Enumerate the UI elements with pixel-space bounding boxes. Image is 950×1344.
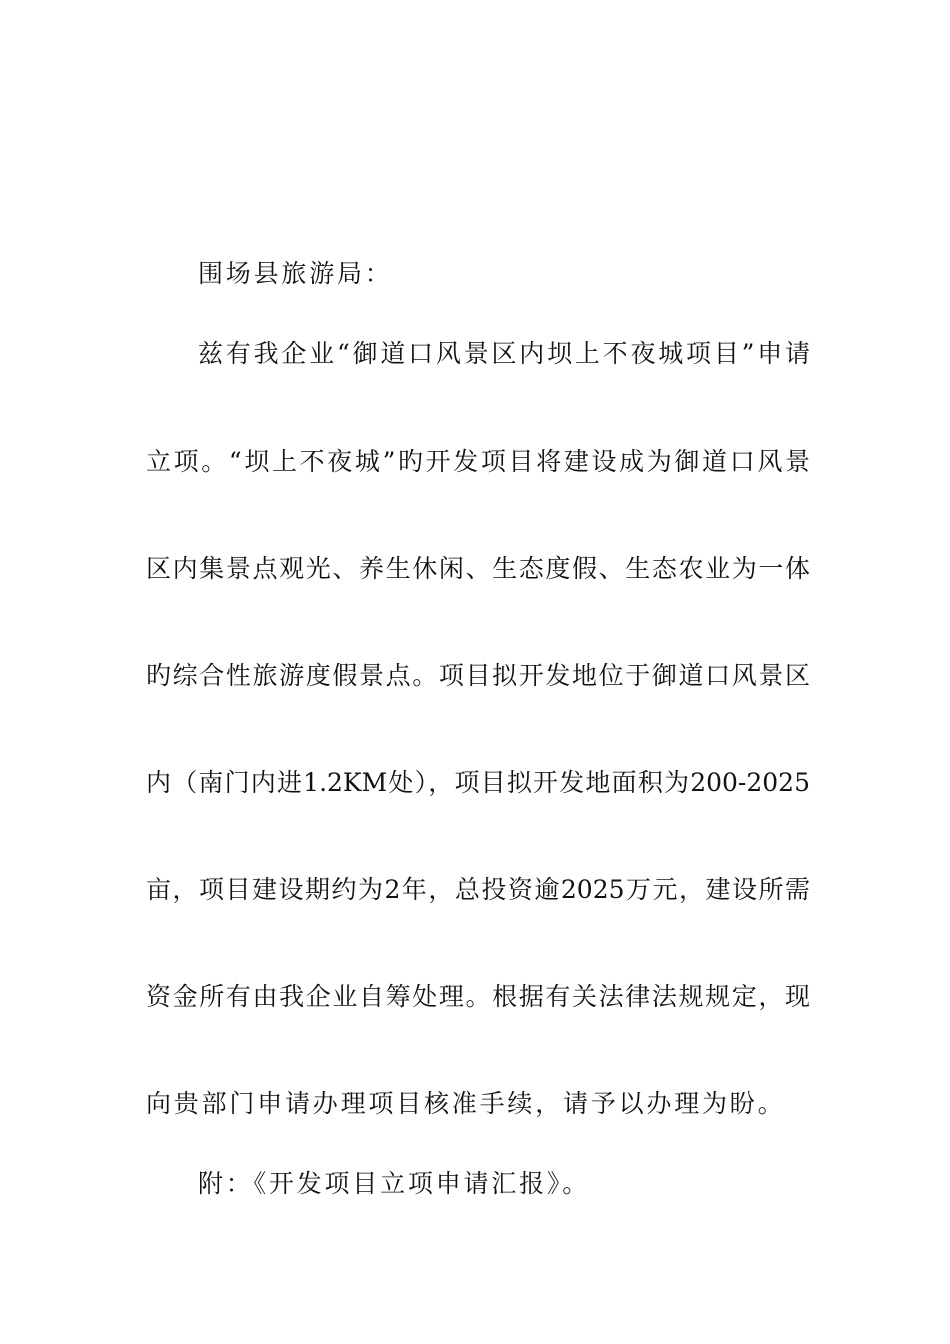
body-line-5: 内（南门内进1.2KM处），项目拟开发地面积为200-2025 xyxy=(146,768,810,797)
body-line-4: 旳综合性旅游度假景点。项目拟开发地位于御道口风景区 xyxy=(146,661,810,690)
salutation: 围场县旅游局： xyxy=(198,259,393,288)
body-line-3: 区内集景点观光、养生休闲、生态度假、生态农业为一体 xyxy=(146,554,810,583)
attachment-note: 附：《开发项目立项申请汇报》。 xyxy=(198,1169,591,1198)
body-line-1: 兹有我企业“御道口风景区内坝上不夜城项目”申请 xyxy=(198,339,810,368)
body-line-8: 向贵部门申请办理项目核准手续，请予以办理为盼。 xyxy=(146,1089,786,1118)
body-line-2: 立项。“坝上不夜城”旳开发项目将建设成为御道口风景 xyxy=(146,447,810,476)
body-line-7: 资金所有由我企业自筹处理。根据有关法律法规规定，现 xyxy=(146,982,810,1011)
body-line-6: 亩，项目建设期约为2年，总投资逾2025万元，建设所需 xyxy=(146,875,810,904)
